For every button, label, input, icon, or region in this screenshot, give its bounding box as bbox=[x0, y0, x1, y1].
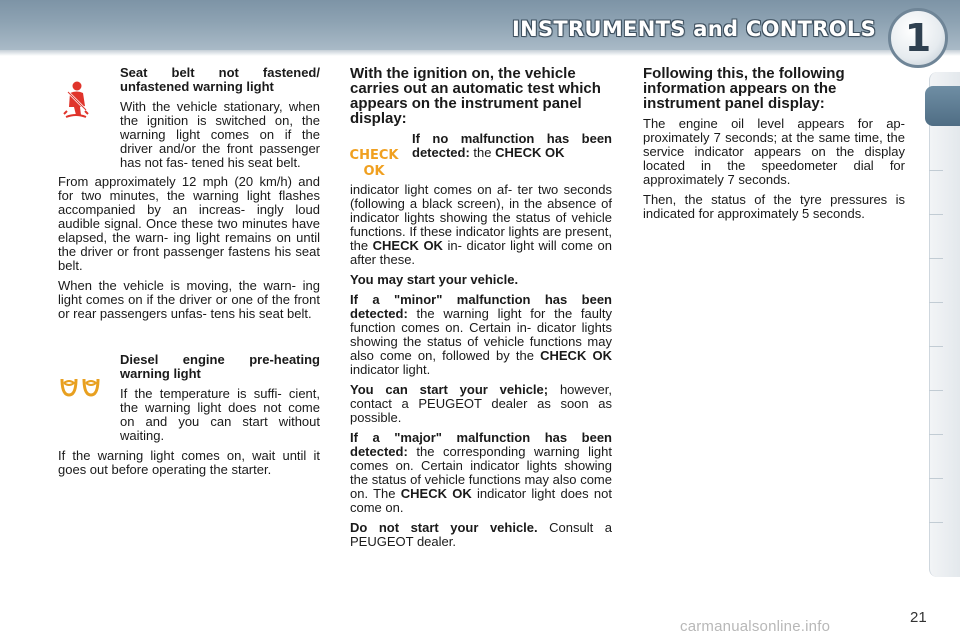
preheat-paragraph-1: If the temperature is suffi- cient, the warning light does not come on and you can start without waiting. bbox=[120, 386, 320, 443]
can-start-label: You can start your vehicle; bbox=[350, 382, 549, 397]
glow-plug-icon bbox=[58, 353, 120, 402]
page-title: INSTRUMENTS and CONTROLS bbox=[512, 17, 876, 41]
seatbelt-paragraph-2: From approximately 12 mph (20 km/h) and for two minutes, the warning light flashes accompanied by an increas- ingly loud audible signal. Once these two minutes have elapsed, the warn- ing light remains on until the driver or front passenger fastens his seat belt. bbox=[58, 174, 320, 273]
no-fault-label: If no malfunction has been detected: bbox=[412, 131, 612, 160]
chapter-tab-rail bbox=[929, 72, 960, 577]
rail-divider bbox=[929, 478, 943, 479]
oil-level-paragraph: The engine oil level appears for ap- proximately 7 seconds; at the same time, the service indicator appears on the display located in the speedometer dial for approximately 7 seconds. bbox=[643, 116, 905, 187]
minor-text-b: indicator light. bbox=[350, 362, 431, 377]
chapter-tab-active[interactable] bbox=[925, 86, 960, 126]
rail-divider bbox=[929, 390, 943, 391]
no-fault-text-a: the bbox=[473, 145, 492, 160]
column-right bbox=[643, 66, 905, 227]
preheat-title: Diesel engine pre-heating warning light bbox=[120, 352, 320, 381]
header-shadow bbox=[0, 50, 960, 56]
column-left bbox=[58, 66, 320, 483]
rail-divider bbox=[929, 346, 943, 347]
do-not-start-text: Consult a PEUGEOT dealer. bbox=[350, 520, 612, 549]
page-number: 21 bbox=[910, 609, 927, 626]
seatbelt-text bbox=[120, 66, 320, 176]
check-ok-inline: CHECK OK bbox=[372, 238, 443, 253]
minor-label: If a "minor" malfunction has been detected: bbox=[350, 292, 612, 321]
major-text-a: the corresponding warning light comes on. Certain indicator lights showing the status of vehicle functions may also come on. The bbox=[350, 444, 612, 501]
seatbelt-section bbox=[58, 66, 320, 176]
preheat-section bbox=[58, 353, 320, 449]
no-fault-text-b: indicator light comes on af- ter two seconds (following a black screen), in the absence of indicator lights showing the status of vehicle functions. If these indicator lights are present, the bbox=[350, 182, 612, 253]
seatbelt-paragraph-1: With the vehicle stationary, when the ignition is switched on, the warning light comes on if the driver and/or the front passenger has not fas- tened his seat belt. bbox=[120, 99, 320, 170]
rail-divider bbox=[929, 302, 943, 303]
major-label: If a "major" malfunction has been detected: bbox=[350, 430, 612, 459]
preheat-text bbox=[120, 353, 320, 449]
check-ok-icon bbox=[350, 132, 412, 183]
seatbelt-title: Seat belt not fastened/ unfastened warning light bbox=[120, 65, 320, 94]
check-ok-icon-line1: CHECK bbox=[350, 148, 399, 163]
tyre-pressure-paragraph: Then, the status of the tyre pressures is indicated for approximately 5 seconds. bbox=[643, 192, 905, 221]
check-ok-inline: CHECK OK bbox=[400, 486, 472, 501]
chapter-number: 1 bbox=[904, 16, 932, 60]
watermark: carmanualsonline.info bbox=[680, 618, 831, 635]
no-fault-text bbox=[412, 132, 612, 160]
rail-divider bbox=[929, 434, 943, 435]
do-not-start-label: Do not start your vehicle. bbox=[350, 520, 538, 535]
check-ok-inline: CHECK OK bbox=[495, 145, 565, 160]
rail-divider bbox=[929, 170, 943, 171]
rail-divider bbox=[929, 522, 943, 523]
seatbelt-warning-icon bbox=[58, 66, 120, 123]
can-start-text: however, contact a PEUGEOT dealer as soon as possible. bbox=[350, 382, 612, 425]
no-fault-text-c: in- dicator light will come on after these. bbox=[350, 238, 612, 267]
check-ok-inline: CHECK OK bbox=[540, 348, 612, 363]
major-text-b: indicator light does not come on. bbox=[350, 486, 612, 515]
seatbelt-paragraph-3: When the vehicle is moving, the warn- ing light comes on if the driver or one of the front or rear passengers unfas- tens his seat belt. bbox=[58, 278, 320, 321]
preheat-paragraph-2: If the warning light comes on, wait until it goes out before operating the starter. bbox=[58, 448, 320, 477]
rail-divider bbox=[929, 258, 943, 259]
check-ok-icon-line2: OK bbox=[363, 164, 385, 179]
minor-text-a: the warning light for the faulty function comes on. Certain in- dicator lights showing the status of vehicle functions may also come on, followed by the bbox=[350, 306, 612, 363]
auto-test-heading: With the ignition on, the vehicle carries out an automatic test which appears on the instrument panel display: bbox=[350, 65, 601, 127]
rail-divider bbox=[929, 214, 943, 215]
column-middle bbox=[350, 66, 612, 555]
may-start-text: You may start your vehicle. bbox=[350, 272, 519, 287]
chapter-badge bbox=[888, 8, 948, 68]
no-fault-section bbox=[350, 132, 612, 183]
following-heading: Following this, the following information appears on the instrument panel display: bbox=[643, 65, 845, 112]
